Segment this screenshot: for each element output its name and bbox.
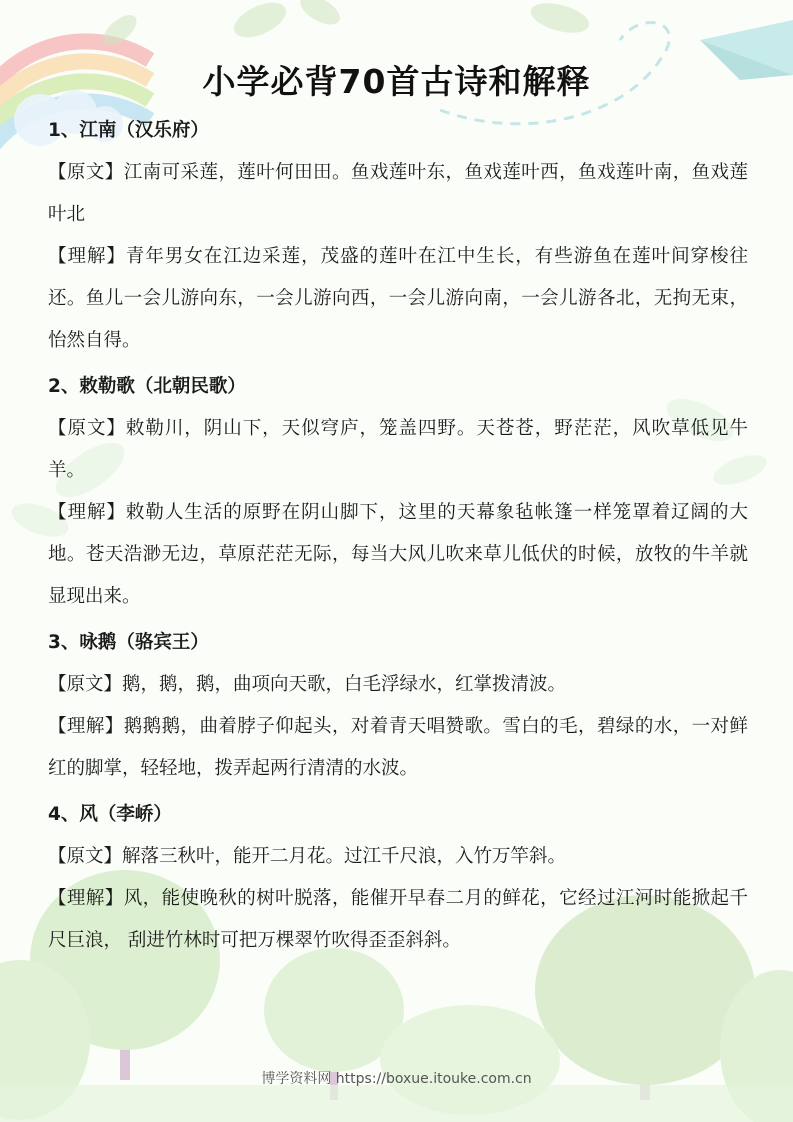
poem-original: 【原文】解落三秋叶，能开二月花。过江千尺浪，入竹万竿斜。	[48, 846, 567, 867]
poem-explanation: 【理解】风，能使晚秋的树叶脱落，能催开早春二月的鲜花，它经过江河时能掀起千尺巨浪， 刮进竹林时可把万棵翠竹吹得歪歪斜斜。	[48, 888, 748, 951]
poem-entry-1	[48, 116, 748, 362]
poem-heading: 2、敕勒歌（北朝民歌）	[48, 376, 246, 397]
page-title: 小学必背70首古诗和解释	[202, 62, 591, 101]
footer-watermark: 博学资料网 https://boxue.itouke.com.cn	[261, 1071, 532, 1087]
poem-original: 【原文】敕勒川，阴山下，天似穹庐，笼盖四野。天苍苍，野茫茫，风吹草低见牛羊。	[48, 418, 748, 481]
poem-entry-3	[48, 628, 748, 790]
poem-entry-2	[48, 372, 748, 618]
poem-heading: 1、江南（汉乐府）	[48, 120, 209, 141]
poem-explanation: 【理解】青年男女在江边采莲，茂盛的莲叶在江中生长，有些游鱼在莲叶间穿梭往还。鱼儿一会儿游向东，一会儿游向西，一会儿游向南，一会儿游各北，无拘无束，怡然自得。	[48, 246, 748, 351]
poem-heading: 4、风（李峤）	[48, 804, 172, 825]
poem-original: 【原文】江南可采莲，莲叶何田田。鱼戏莲叶东，鱼戏莲叶西，鱼戏莲叶南，鱼戏莲叶北	[48, 162, 748, 225]
poem-list	[48, 116, 748, 966]
poem-original: 【原文】鹅，鹅，鹅，曲项向天歌，白毛浮绿水，红掌拨清波。	[48, 674, 567, 695]
poem-heading: 3、咏鹅（骆宾王）	[48, 632, 209, 653]
poem-explanation: 【理解】敕勒人生活的原野在阴山脚下，这里的天幕象毡帐篷一样笼罩着辽阔的大地。苍天浩渺无边，草原茫茫无际，每当大风儿吹来草儿低伏的时候，放牧的牛羊就显现出来。	[48, 502, 748, 607]
poem-explanation: 【理解】鹅鹅鹅，曲着脖子仰起头，对着青天唱赞歌。雪白的毛，碧绿的水，一对鲜红的脚掌，轻轻地，拨弄起两行清清的水波。	[48, 716, 748, 779]
poem-entry-4	[48, 800, 748, 962]
